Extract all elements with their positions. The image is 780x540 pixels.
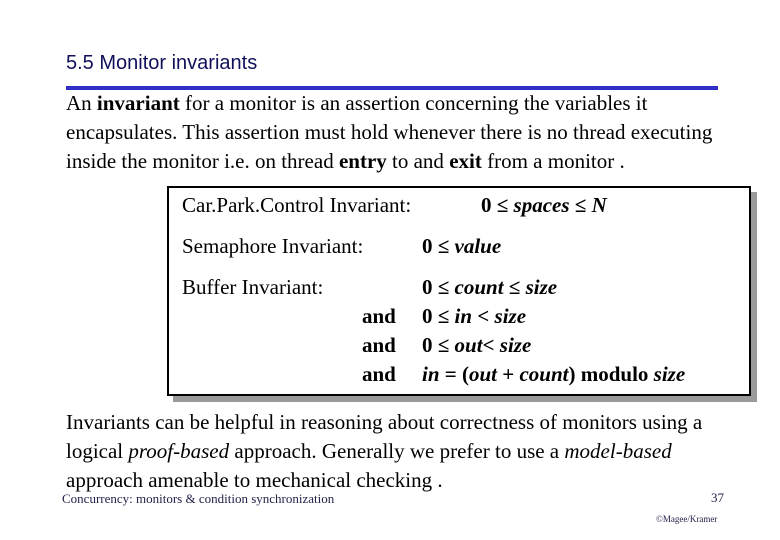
term-exit: exit: [449, 149, 482, 173]
buffer-expr-2: 0 ≤ in < size: [422, 304, 527, 328]
term-model-based: model-based: [564, 439, 672, 463]
text: for a monitor is an assertion concerning the variables it encapsulates. This assertion must hold whenever there is no thread executing inside the monitor i.e. on thread: [66, 91, 713, 173]
buffer-expr-3: 0 ≤ out< size: [422, 333, 532, 357]
buffer-label: Buffer Invariant:: [182, 275, 324, 299]
copyright: ©Magee/Kramer: [656, 514, 718, 524]
carpark-expr: 0 ≤ spaces ≤ N: [481, 193, 607, 217]
buffer-expr-4: in = (out + count) modulo size: [422, 362, 686, 386]
term-entry: entry: [338, 149, 387, 173]
buffer-expr-1: 0 ≤ count ≤ size: [422, 275, 558, 299]
intro-paragraph: [66, 89, 746, 176]
and-2: and: [362, 333, 396, 357]
text: An: [66, 91, 97, 115]
page-number: 37: [711, 490, 724, 505]
and-3: and: [362, 362, 396, 386]
text: from a monitor .: [481, 149, 625, 173]
carpark-label: Car.Park.Control Invariant:: [182, 193, 412, 217]
text: to and: [386, 149, 450, 173]
term-proof-based: proof-based: [128, 439, 230, 463]
semaphore-expr: 0 ≤ value: [422, 234, 502, 258]
and-1: and: [362, 304, 396, 328]
text: approach. Generally we prefer to use a: [229, 439, 565, 463]
footer-text: Concurrency: monitors & condition synchronization: [62, 491, 335, 506]
term-invariant: invariant: [96, 91, 180, 115]
semaphore-label: Semaphore Invariant:: [182, 234, 364, 258]
invariants-box: [167, 186, 751, 396]
outro-paragraph: [66, 408, 746, 495]
slide-title: 5.5 Monitor invariants: [66, 52, 258, 74]
text: Invariants can be helpful in reasoning about correctness of monitors using a logical: [66, 410, 703, 463]
text: approach amenable to mechanical checking .: [66, 468, 443, 492]
